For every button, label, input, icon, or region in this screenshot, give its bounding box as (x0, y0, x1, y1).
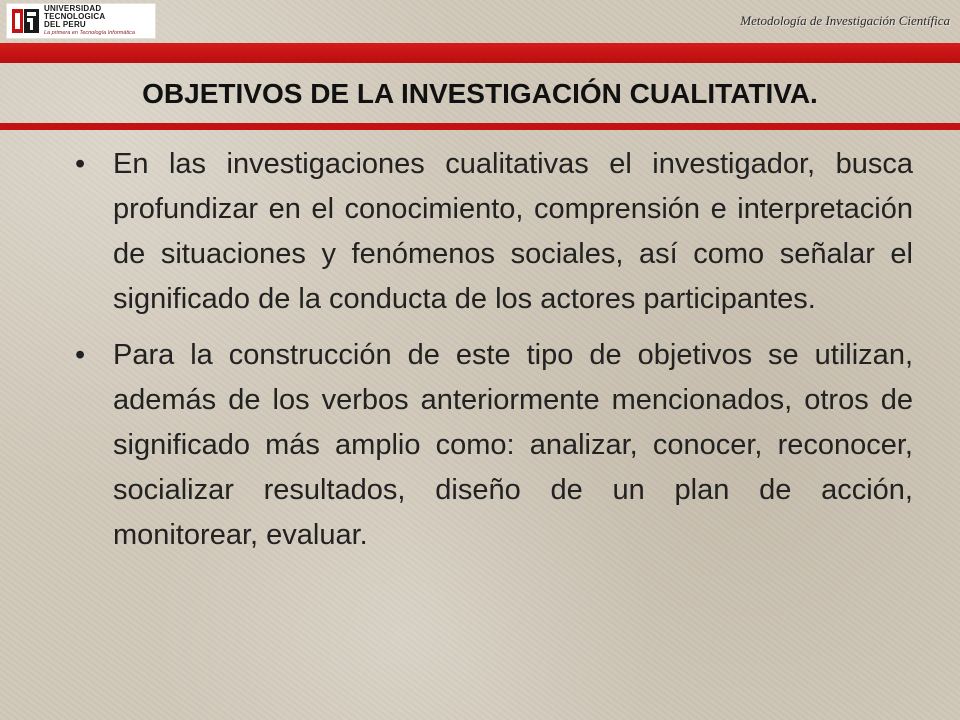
logo-text (44, 5, 135, 37)
university-logo (6, 3, 156, 39)
utp-logo-icon (11, 6, 41, 36)
bullet-item (75, 142, 913, 322)
bullet-list (75, 142, 913, 569)
logo-line-2: TECNOLOGICA (44, 12, 106, 22)
logo-line-3: DEL PERU (44, 20, 86, 30)
course-caption: Metodología de Investigación Científica (740, 13, 950, 28)
logo-line-1: UNIVERSIDAD (44, 4, 102, 14)
bullet-text: En las investigaciones cualitativas el investigador, busca profundizar en el conocimiento, comprensión e interpretación de situaciones y fenómenos sociales, así como señalar el significado de la conducta de los actores participantes. (113, 148, 913, 315)
slide-title: OBJETIVOS DE LA INVESTIGACIÓN CUALITATIVA. (142, 78, 818, 109)
bullet-icon: • (75, 339, 86, 371)
bullet-item (75, 333, 913, 558)
logo-tagline: La primera en Tecnología Informática (44, 30, 135, 37)
bullet-icon: • (75, 148, 86, 180)
bullet-text: Para la construcción de este tipo de objetivos se utilizan, además de los verbos anteriormente mencionados, otros de significado más amplio como: analizar, conocer, reconocer, socializar resultados, diseño de un plan de acción, monitorear, evaluar. (113, 339, 913, 551)
title-underline (0, 123, 960, 130)
header-red-bar (0, 43, 960, 63)
